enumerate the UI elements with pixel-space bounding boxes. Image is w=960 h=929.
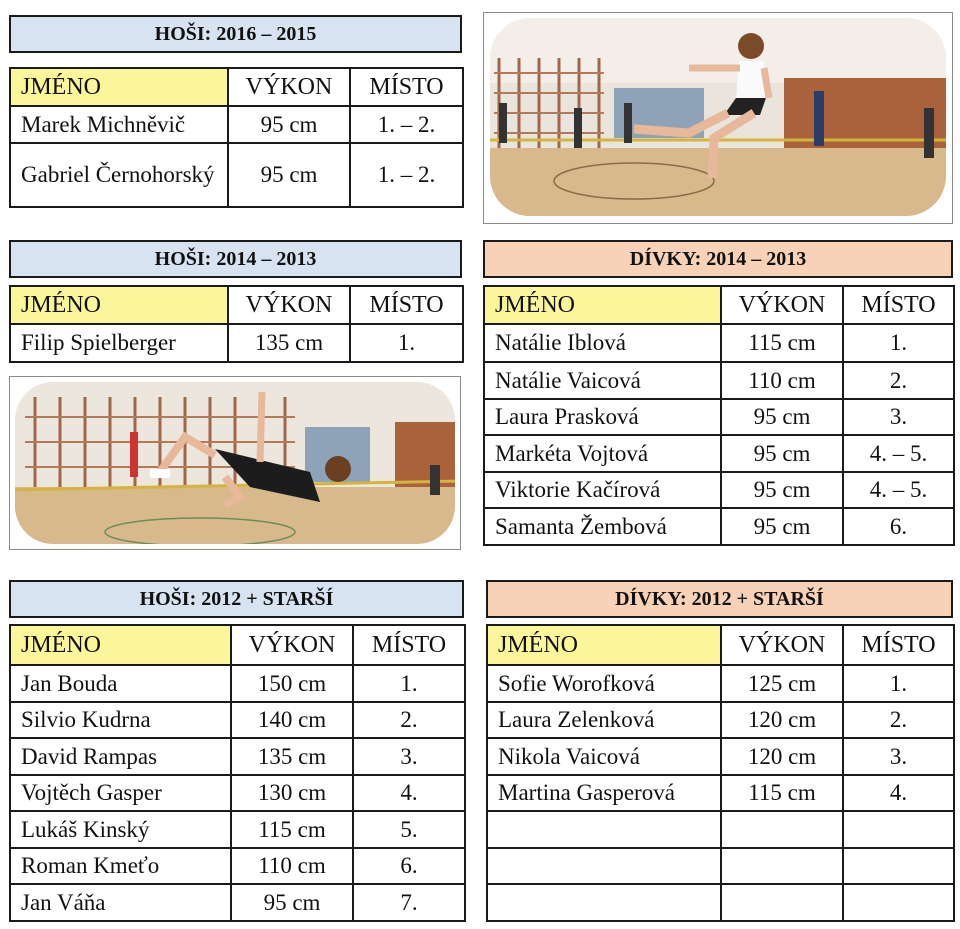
athlete-result: 95 cm (721, 472, 843, 508)
athlete-result: 115 cm (721, 775, 843, 811)
athlete-result: 150 cm (231, 665, 353, 702)
athlete-name: Laura Zelenková (487, 702, 721, 738)
athlete-name: Markéta Vojtová (484, 435, 721, 472)
table-row (484, 508, 954, 545)
table-row-empty (487, 884, 954, 921)
table-row (10, 324, 463, 362)
table-row (10, 143, 463, 207)
athlete-place (843, 848, 954, 884)
athlete-result: 110 cm (231, 848, 353, 884)
athlete-place: 7. (353, 884, 465, 921)
athlete-result: 95 cm (228, 143, 350, 207)
column-header-result: VÝKON (721, 286, 843, 324)
gym-photo-illustration (484, 13, 952, 223)
photo-girl-jumping (483, 12, 953, 224)
athlete-place: 4. – 5. (843, 435, 954, 472)
athlete-place: 4. (353, 775, 465, 811)
athlete-name (487, 848, 721, 884)
table-row (10, 811, 465, 848)
table-row (10, 775, 465, 811)
table-row (10, 702, 465, 738)
athlete-result (721, 884, 843, 921)
athlete-name: Natálie Iblová (484, 324, 721, 362)
table-header-row (487, 625, 954, 665)
table-header-row (484, 286, 954, 324)
section-title-boys-2016-2015: HOŠI: 2016 – 2015 (9, 15, 462, 53)
results-table-boys-2016-2015 (9, 67, 464, 208)
table-row-empty (487, 811, 954, 848)
column-header-place: MÍSTO (843, 286, 954, 324)
athlete-name: Jan Váňa (10, 884, 231, 921)
section-title-girls-2012-older: DÍVKY: 2012 + STARŠÍ (486, 580, 953, 618)
results-table-boys-2012-older (9, 624, 466, 922)
athlete-place: 1. – 2. (350, 143, 463, 207)
column-header-result: VÝKON (228, 68, 350, 106)
athlete-name: Marek Michněvič (10, 106, 228, 143)
table-row (484, 362, 954, 399)
athlete-name: Jan Bouda (10, 665, 231, 702)
athlete-name: Gabriel Černohorský (10, 143, 228, 207)
athlete-name: Viktorie Kačírová (484, 472, 721, 508)
athlete-place: 4. – 5. (843, 472, 954, 508)
athlete-name: Martina Gasperová (487, 775, 721, 811)
column-header-place: MÍSTO (353, 625, 465, 665)
athlete-place: 6. (843, 508, 954, 545)
athlete-name: Roman Kmeťo (10, 848, 231, 884)
athlete-place (843, 884, 954, 921)
athlete-result: 130 cm (231, 775, 353, 811)
athlete-place: 1. (353, 665, 465, 702)
athlete-result: 115 cm (721, 324, 843, 362)
column-header-name: JMÉNO (484, 286, 721, 324)
athlete-result: 140 cm (231, 702, 353, 738)
athlete-result: 135 cm (231, 738, 353, 775)
athlete-name: Laura Prasková (484, 399, 721, 435)
athlete-place: 3. (843, 399, 954, 435)
table-row (484, 435, 954, 472)
athlete-name (487, 811, 721, 848)
table-row (484, 399, 954, 435)
athlete-place: 1. (843, 324, 954, 362)
athlete-result: 95 cm (721, 508, 843, 545)
table-row (10, 738, 465, 775)
results-table-girls-2012-older (486, 624, 955, 922)
column-header-result: VÝKON (228, 286, 350, 324)
athlete-result: 110 cm (721, 362, 843, 399)
athlete-result (721, 848, 843, 884)
athlete-place: 1. (843, 665, 954, 702)
athlete-name: Silvio Kudrna (10, 702, 231, 738)
athlete-result: 95 cm (228, 106, 350, 143)
gym-photo-illustration (10, 377, 460, 549)
column-header-name: JMÉNO (10, 286, 228, 324)
column-header-name: JMÉNO (10, 625, 231, 665)
athlete-result: 135 cm (228, 324, 350, 362)
athlete-name: David Rampas (10, 738, 231, 775)
athlete-place (843, 811, 954, 848)
athlete-place: 2. (843, 362, 954, 399)
table-row (10, 665, 465, 702)
athlete-name: Filip Spielberger (10, 324, 228, 362)
athlete-result: 120 cm (721, 702, 843, 738)
athlete-place: 2. (353, 702, 465, 738)
section-title-boys-2014-2013: HOŠI: 2014 – 2013 (9, 240, 462, 278)
athlete-result: 95 cm (231, 884, 353, 921)
athlete-result: 95 cm (721, 399, 843, 435)
column-header-place: MÍSTO (350, 68, 463, 106)
athlete-name: Sofie Worofková (487, 665, 721, 702)
table-row (10, 884, 465, 921)
photo-boy-high-jump (9, 376, 461, 550)
athlete-result: 115 cm (231, 811, 353, 848)
table-header-row (10, 625, 465, 665)
table-row (484, 324, 954, 362)
athlete-name: Natálie Vaicová (484, 362, 721, 399)
table-row (487, 775, 954, 811)
athlete-place: 5. (353, 811, 465, 848)
athlete-result: 120 cm (721, 738, 843, 775)
column-header-place: MÍSTO (843, 625, 954, 665)
athlete-place: 3. (843, 738, 954, 775)
athlete-name (487, 884, 721, 921)
section-title-girls-2014-2013: DÍVKY: 2014 – 2013 (483, 240, 953, 278)
table-row (10, 106, 463, 143)
column-header-place: MÍSTO (350, 286, 463, 324)
athlete-result: 95 cm (721, 435, 843, 472)
table-row (487, 702, 954, 738)
athlete-result: 125 cm (721, 665, 843, 702)
athlete-place: 6. (353, 848, 465, 884)
athlete-place: 4. (843, 775, 954, 811)
column-header-name: JMÉNO (487, 625, 721, 665)
results-table-girls-2014-2013 (483, 285, 955, 546)
column-header-name: JMÉNO (10, 68, 228, 106)
athlete-name: Samanta Žembová (484, 508, 721, 545)
athlete-result (721, 811, 843, 848)
athlete-place: 1. (350, 324, 463, 362)
athlete-place: 1. – 2. (350, 106, 463, 143)
athlete-name: Vojtěch Gasper (10, 775, 231, 811)
table-header-row (10, 286, 463, 324)
column-header-result: VÝKON (231, 625, 353, 665)
table-header-row (10, 68, 463, 106)
table-row (10, 848, 465, 884)
athlete-place: 3. (353, 738, 465, 775)
table-row (487, 665, 954, 702)
table-row-empty (487, 848, 954, 884)
column-header-result: VÝKON (721, 625, 843, 665)
table-row (484, 472, 954, 508)
athlete-place: 2. (843, 702, 954, 738)
athlete-name: Nikola Vaicová (487, 738, 721, 775)
section-title-boys-2012-older: HOŠI: 2012 + STARŠÍ (9, 580, 464, 618)
table-row (487, 738, 954, 775)
results-table-boys-2014-2013 (9, 285, 464, 363)
athlete-name: Lukáš Kinský (10, 811, 231, 848)
